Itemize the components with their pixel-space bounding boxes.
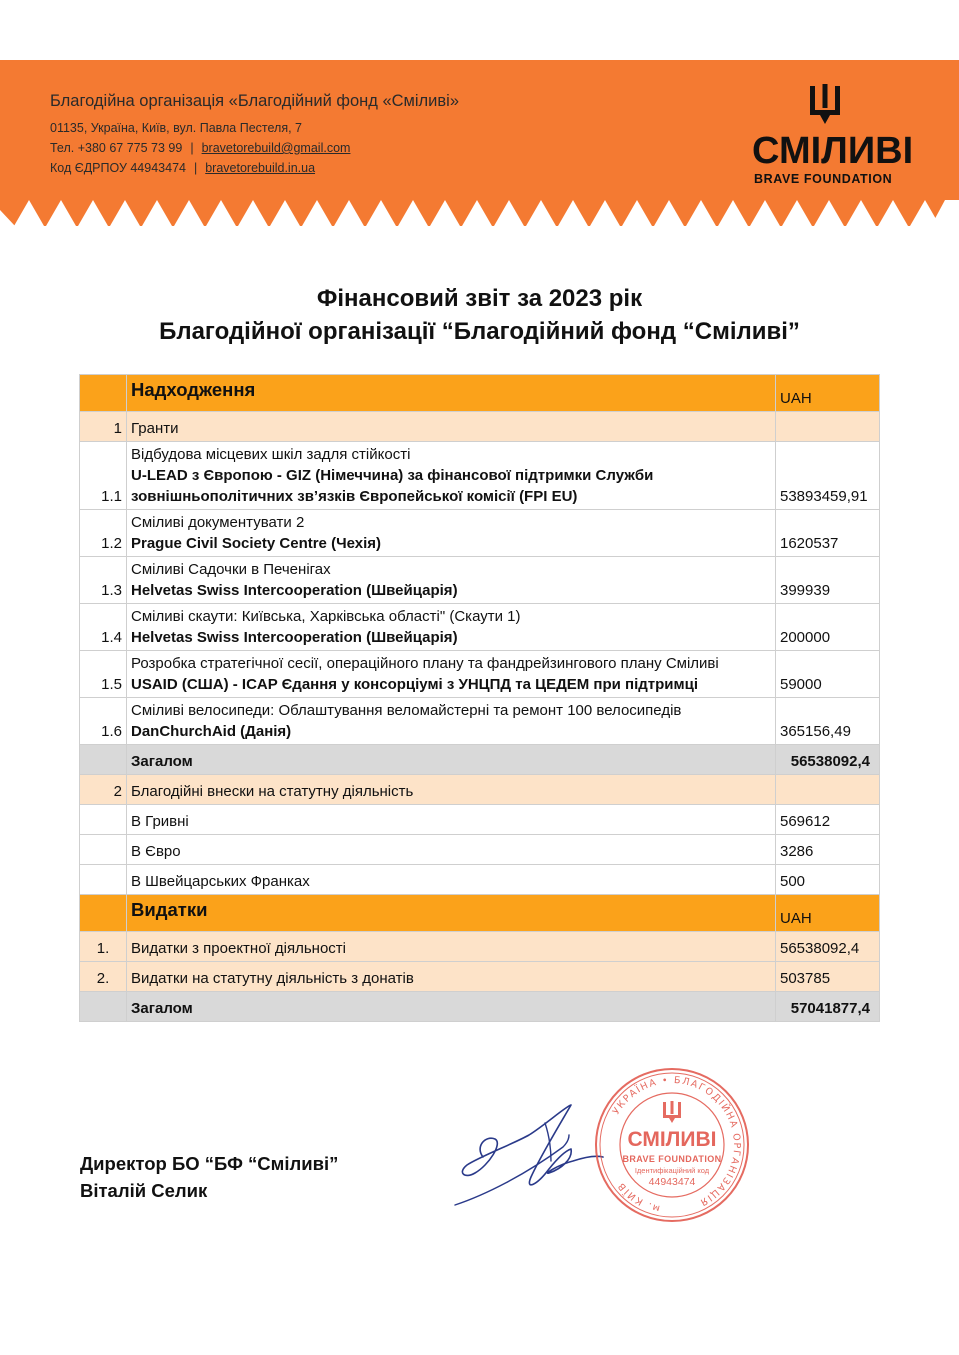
table-row <box>80 442 880 510</box>
stamp-subtitle: BRAVE FOUNDATION <box>622 1154 722 1164</box>
table-row <box>80 835 880 865</box>
table-row <box>80 510 880 557</box>
total-amount: 57041877,4 <box>776 992 880 1022</box>
row-number: 1.5 <box>80 651 127 698</box>
income-heading: Надходження <box>127 375 776 412</box>
organization-info <box>50 92 459 178</box>
organization-name: Благодійна організація «Благодійний фонд «Сміливі» <box>50 92 460 110</box>
amount: 569612 <box>776 805 880 835</box>
row-number: 1.6 <box>80 698 127 745</box>
table-row <box>80 651 880 698</box>
amount: 56538092,4 <box>776 932 880 962</box>
amount: 399939 <box>776 557 880 604</box>
table-cell <box>80 835 127 865</box>
row-number: 1.4 <box>80 604 127 651</box>
category-label: Гранти <box>127 412 776 442</box>
row-number: 1. <box>80 932 127 962</box>
signature-icon <box>445 1095 605 1215</box>
trident-logo-icon <box>810 84 840 124</box>
donor-name: Prague Civil Society Centre (Чехія) <box>131 535 382 552</box>
table-cell <box>80 375 127 412</box>
amount: 3286 <box>776 835 880 865</box>
project-name: Сміливі документувати 2 <box>131 514 305 531</box>
logo-subtitle: BRAVE FOUNDATION <box>754 172 893 186</box>
table-row <box>80 557 880 604</box>
donor-name: Helvetas Swiss Intercooperation (Швейцарія) <box>131 582 458 599</box>
amount: 59000 <box>776 651 880 698</box>
project-name: Відбудова місцевих шкіл задля стійкості <box>131 446 411 463</box>
category-label: Благодійні внески на статутну діяльність <box>127 775 776 805</box>
project-name: Сміливі скаути: Київська, Харківська області" (Скаути 1) <box>131 608 521 625</box>
expenses-heading: Видатки <box>127 895 776 932</box>
donor-name: Helvetas Swiss Intercooperation (Швейцарія) <box>131 629 458 646</box>
amount: 503785 <box>776 962 880 992</box>
table-row <box>80 932 880 962</box>
director-signoff <box>80 1150 338 1204</box>
table-cell <box>80 865 127 895</box>
donor-name: USAID (США) - ICAP Єдання у консорціумі з УНЦПД та ЦЕДЕМ при підтримці <box>131 676 699 693</box>
grant-description <box>127 510 776 557</box>
grant-description <box>127 698 776 745</box>
director-title: Директор БО “БФ “Сміливі” <box>80 1153 339 1174</box>
phone-number: Тел. +380 67 775 73 99 <box>50 141 183 155</box>
table-row <box>80 805 880 835</box>
grant-description <box>127 442 776 510</box>
total-label: Загалом <box>127 992 776 1022</box>
stamp-code: 44943474 <box>648 1176 696 1188</box>
amount: 1620537 <box>776 510 880 557</box>
contact-line <box>50 138 459 158</box>
logo-wordmark: СМІЛИВІ <box>752 130 914 172</box>
donation-currency: В Гривні <box>127 805 776 835</box>
donations-category-row <box>80 775 880 805</box>
separator: | <box>190 141 194 155</box>
table-row <box>80 865 880 895</box>
financial-report-table <box>79 374 880 1022</box>
amount: 365156,49 <box>776 698 880 745</box>
table-row <box>80 962 880 992</box>
organization-address: 01135, Україна, Київ, вул. Павла Пестеля, 7 <box>50 121 302 135</box>
donor-name: U-LEAD з Європою - GIZ (Німеччина) за фінансової підтримки Служби зовнішньополітичних зв’язків Європейської комісії (FPI EU) <box>131 467 654 505</box>
stamp-code-label: Ідентифікаційний код <box>634 1166 710 1175</box>
website-link[interactable]: bravetorebuild.in.ua <box>205 161 316 175</box>
table-row <box>80 604 880 651</box>
expense-label: Видатки з проектної діяльності <box>127 932 776 962</box>
table-cell <box>80 805 127 835</box>
stamp-ring-text: УКРАЇНА • БЛАГОДІЙНА ОРГАНІЗАЦІЯ <box>610 1074 743 1209</box>
table-row <box>80 698 880 745</box>
row-number: 2. <box>80 962 127 992</box>
income-header-row <box>80 375 880 412</box>
donor-name: DanChurchAid (Данія) <box>131 723 292 740</box>
row-number: 2 <box>80 775 127 805</box>
amount: 200000 <box>776 604 880 651</box>
grant-description <box>127 604 776 651</box>
stamp-trident-icon <box>663 1101 681 1123</box>
donation-currency: В Швейцарських Франках <box>127 865 776 895</box>
amount: 53893459,91 <box>776 442 880 510</box>
separator: | <box>193 161 198 175</box>
total-amount: 56538092,4 <box>776 745 880 775</box>
row-number: 1.2 <box>80 510 127 557</box>
row-number: 1 <box>80 412 127 442</box>
expenses-header-row <box>80 895 880 932</box>
currency-label: UAH <box>776 375 880 412</box>
grants-total-row <box>80 745 880 775</box>
grant-description <box>127 557 776 604</box>
project-name: Сміливі Садочки в Печенігах <box>131 561 331 578</box>
table-cell <box>80 895 127 932</box>
report-title-line2: Благодійної організації “Благодійний фонд “Сміливі” <box>159 318 800 345</box>
report-title <box>0 282 959 348</box>
project-name: Розробка стратегічної сесії, операційного плану та фандрейзингового плану Сміливі <box>131 655 719 672</box>
expense-label: Видатки на статутну діяльність з донатів <box>127 962 776 992</box>
expenses-total-row <box>80 992 880 1022</box>
table-cell <box>80 745 127 775</box>
table-cell <box>776 775 880 805</box>
donation-currency: В Євро <box>127 835 776 865</box>
director-name: Віталій Селик <box>80 1180 208 1201</box>
amount: 500 <box>776 865 880 895</box>
registry-code: Код ЄДРПОУ 44943474 <box>50 161 186 175</box>
table-cell <box>80 992 127 1022</box>
row-number: 1.3 <box>80 557 127 604</box>
stamp-wordmark: СМІЛИВІ <box>627 1128 717 1151</box>
report-title-line1: Фінансовий звіт за 2023 рік <box>316 285 643 312</box>
currency-label: UAH <box>776 895 880 932</box>
email-link[interactable]: bravetorebuild@gmail.com <box>201 141 351 155</box>
grant-description <box>127 651 776 698</box>
total-label: Загалом <box>127 745 776 775</box>
project-name: Сміливі велосипеди: Облаштування веломайстерні та ремонт 100 велосипедів <box>131 702 682 719</box>
table-cell <box>776 412 880 442</box>
registry-line <box>50 158 459 178</box>
grants-category-row <box>80 412 880 442</box>
letterhead <box>0 60 959 226</box>
row-number: 1.1 <box>80 442 127 510</box>
stamp-ring-city: м. КИЇВ <box>615 1179 662 1214</box>
